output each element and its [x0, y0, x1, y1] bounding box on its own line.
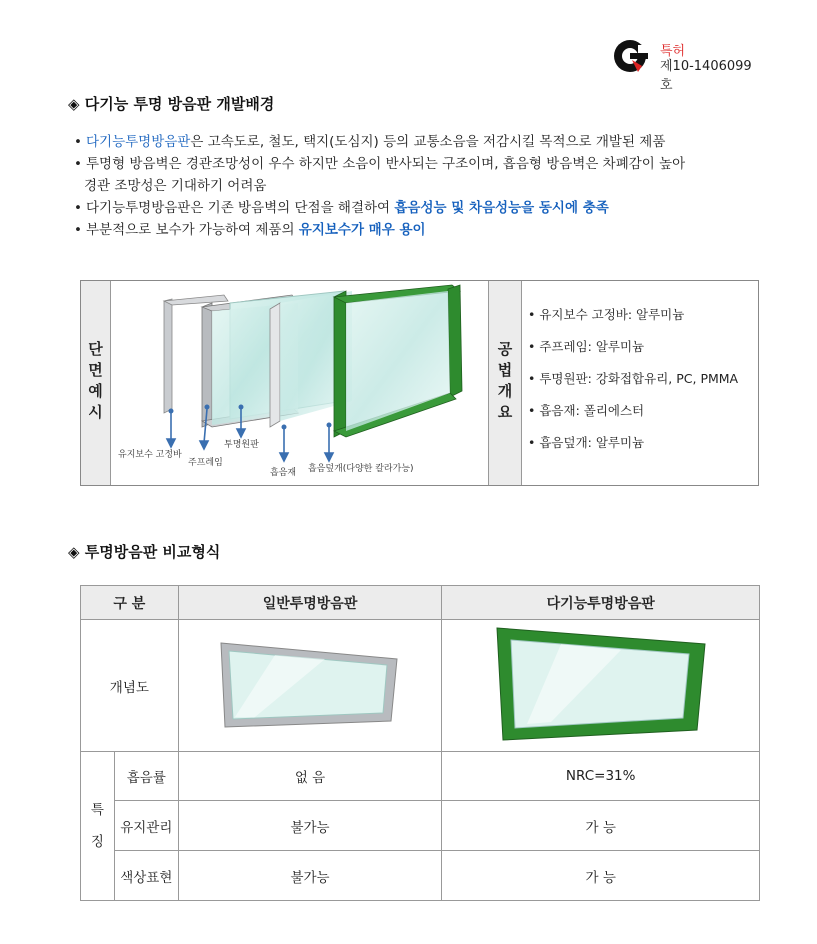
- method-header: [488, 281, 522, 485]
- cross-section-diagram: [80, 280, 759, 486]
- bullet-item: • 부분적으로 보수가 가능하여 제품의 유지보수가 매우 용이: [74, 222, 426, 238]
- bullet-highlight: 다기능투명방음판: [86, 134, 191, 150]
- table-row: [81, 851, 760, 901]
- section-title-background: ◈ 다기능 투명 방음판 개발배경: [68, 95, 275, 113]
- bullet-continuation: 경관 조망성은 기대하기 어려움: [84, 178, 267, 194]
- row-label: 흡음률: [114, 752, 178, 801]
- spec-item: • 흡음재: 폴리에스터: [528, 403, 645, 418]
- table-row: [81, 752, 760, 801]
- fixing-bar-part: [164, 299, 172, 413]
- callout-absorbing-material: 흡음재: [270, 468, 297, 478]
- cell-multi: 가 능: [442, 801, 760, 851]
- patent-logo-icon: [612, 36, 656, 76]
- exploded-panel-illustration: [112, 281, 488, 485]
- bullet-item: • 투명형 방음벽은 경관조망성이 우수 하지만 소음이 반사되는 구조이며, 흡음형 방음벽은 차폐감이 높아: [74, 156, 686, 172]
- patent-number: 제10-1406099호: [660, 59, 752, 93]
- bullet-text: 다기능투명방음판은 기존 방음벽의 단점을 해결하여: [86, 200, 395, 216]
- spec-item: • 주프레임: 알루미늄: [528, 339, 645, 354]
- spec-item: • 투명원판: 강화접합유리, PC, PMMA: [528, 371, 739, 386]
- callout-main-frame: 주프레임: [188, 458, 223, 468]
- bullet-item: • 다기능투명방음판은 기존 방음벽의 단점을 해결하여 흡음성능 및 차음성능을 동시에 충족: [74, 200, 609, 216]
- section-title-comparison: ◈ 투명방음판 비교형식: [68, 543, 221, 561]
- cell-general: 불가능: [178, 851, 442, 901]
- general-panel-image: [178, 620, 442, 752]
- bullet-text: 은 고속도로, 철도, 택지(도심지) 등의 교통소음을 저감시킬 목적으로 개발된 제품: [190, 134, 666, 150]
- header-category: 구 분: [81, 586, 179, 620]
- comparison-table: [80, 585, 760, 901]
- multi-panel-illustration: [491, 622, 711, 746]
- bullet-highlight: 유지보수가 매우 용이: [298, 222, 426, 238]
- cell-general: 불가능: [178, 801, 442, 851]
- bullet-text: 부분적으로 보수가 가능하여 제품의: [86, 222, 299, 238]
- patent-mark: [612, 36, 762, 93]
- bullet-item: • 다기능투명방음판은 고속도로, 철도, 택지(도심지) 등의 교통소음을 저감시킬 목적으로 개발된 제품: [74, 134, 666, 150]
- cross-section-header: [81, 281, 111, 485]
- callout-fixing-bar: 유지보수 고정바: [118, 450, 182, 460]
- general-panel-illustration: [215, 629, 405, 739]
- cell-multi: 가 능: [442, 851, 760, 901]
- cell-general: 없 음: [178, 752, 442, 801]
- feature-label: 특 징: [81, 752, 115, 901]
- multi-panel-image: [442, 620, 760, 752]
- callout-absorbing-cover: 흡음덮개(다양한 칼라가능): [308, 464, 414, 474]
- method-header-text: 공 법 개 요: [497, 340, 513, 421]
- spec-item: • 흡음덮개: 알루미늄: [528, 435, 645, 450]
- header-general: 일반투명방음판: [178, 586, 442, 620]
- absorbing-cover-part: [334, 291, 346, 437]
- bullet-text: 투명형 방음벽은 경관조망성이 우수 하지만 소음이 반사되는 구조이며, 흡음형 방음벽은 차폐감이 높아: [86, 156, 686, 172]
- table-row-concept: [81, 620, 760, 752]
- callout-transparent-panel: 투명원판: [224, 440, 259, 450]
- row-label: 색상표현: [114, 851, 178, 901]
- header-multi: 다기능투명방음판: [442, 586, 760, 620]
- spec-item: • 유지보수 고정바: 알루미늄: [528, 307, 685, 322]
- bullet-highlight: 흡음성능 및 차음성능을 동시에 충족: [394, 200, 609, 216]
- spec-list: [528, 299, 738, 459]
- background-bullet-list: [74, 131, 754, 241]
- table-row: [81, 801, 760, 851]
- patent-label: 특허: [660, 44, 686, 59]
- row-label: 유지관리: [114, 801, 178, 851]
- cross-section-header-text: 단 면 예 시: [88, 340, 103, 421]
- absorbing-material-part: [270, 303, 280, 427]
- table-header-row: [81, 586, 760, 620]
- concept-label: 개념도: [81, 620, 179, 752]
- cell-multi: NRC=31%: [442, 752, 760, 801]
